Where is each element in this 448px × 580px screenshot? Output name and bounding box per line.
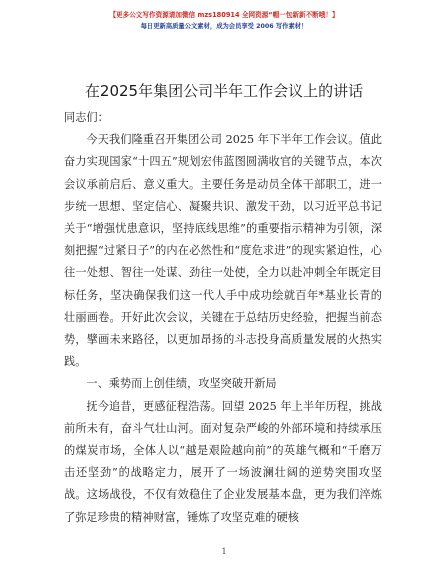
paragraph-opening: 今天我们隆重召开集团公司 2025 年下半年工作会议。值此奋力实现国家“十四五”规划宏伟蓝图圆满收官的关键节点，本次会议承前启后、意义重大。主要任务是动员全体干部职工，进一步统一思想、坚定信心、凝聚共识、激发干劲，以习近平总书记关于“增强忧患意识，坚持底线思维”的重要指示精神为引领，深刻把握“过紧日子”的内在必然性和“度危求进”的现实紧迫性，心往一处想、智往一处谋、劲往一处使，全力以赴冲刺全年既定目标任务，坚决确保我们这一代人手中成功绘就百年*基业长青的壮丽画卷。开好此次会议，关键在于总结历史经验，把握当前态势，擘画未来路径，以更加昂扬的斗志投身高质量发展的火热实践。 (64, 133, 382, 369)
document-title: 在2025年集团公司半年工作会议上的讲话 (84, 82, 364, 100)
section-heading-1: 一、乘势而上创佳绩，攻坚突破开新局 (86, 377, 277, 391)
document-body (64, 107, 382, 529)
page-number: 1 (221, 547, 227, 556)
promo-banner-line-1: 【更多公文写作资源请加微信 mzs180914 全网资源“帽一包新新不断哦！】 (109, 11, 339, 19)
paragraph-section-1: 抚今追昔，更感征程浩荡。回望 2025 年上半年历程，挑战前所未有，奋斗气壮山河。面对复杂严峻的外部环境和持续承压的煤炭市场，全体人以“越是艰险越向前”的英雄气概和“千磨万击还坚劲”的战略定力，展开了一场波澜壮阔的逆势突围攻坚战。这场战役，不仅有效稳住了企业发展基本盘，更为我们淬炼了弥足珍贵的精神财富，锤炼了攻坚克难的硬核 (64, 399, 382, 524)
promo-banner-line-2: 每日更新高质量公文素材，成为会员享受 2006 写作素材！ (140, 23, 308, 30)
salutation: 同志们： (64, 111, 109, 124)
